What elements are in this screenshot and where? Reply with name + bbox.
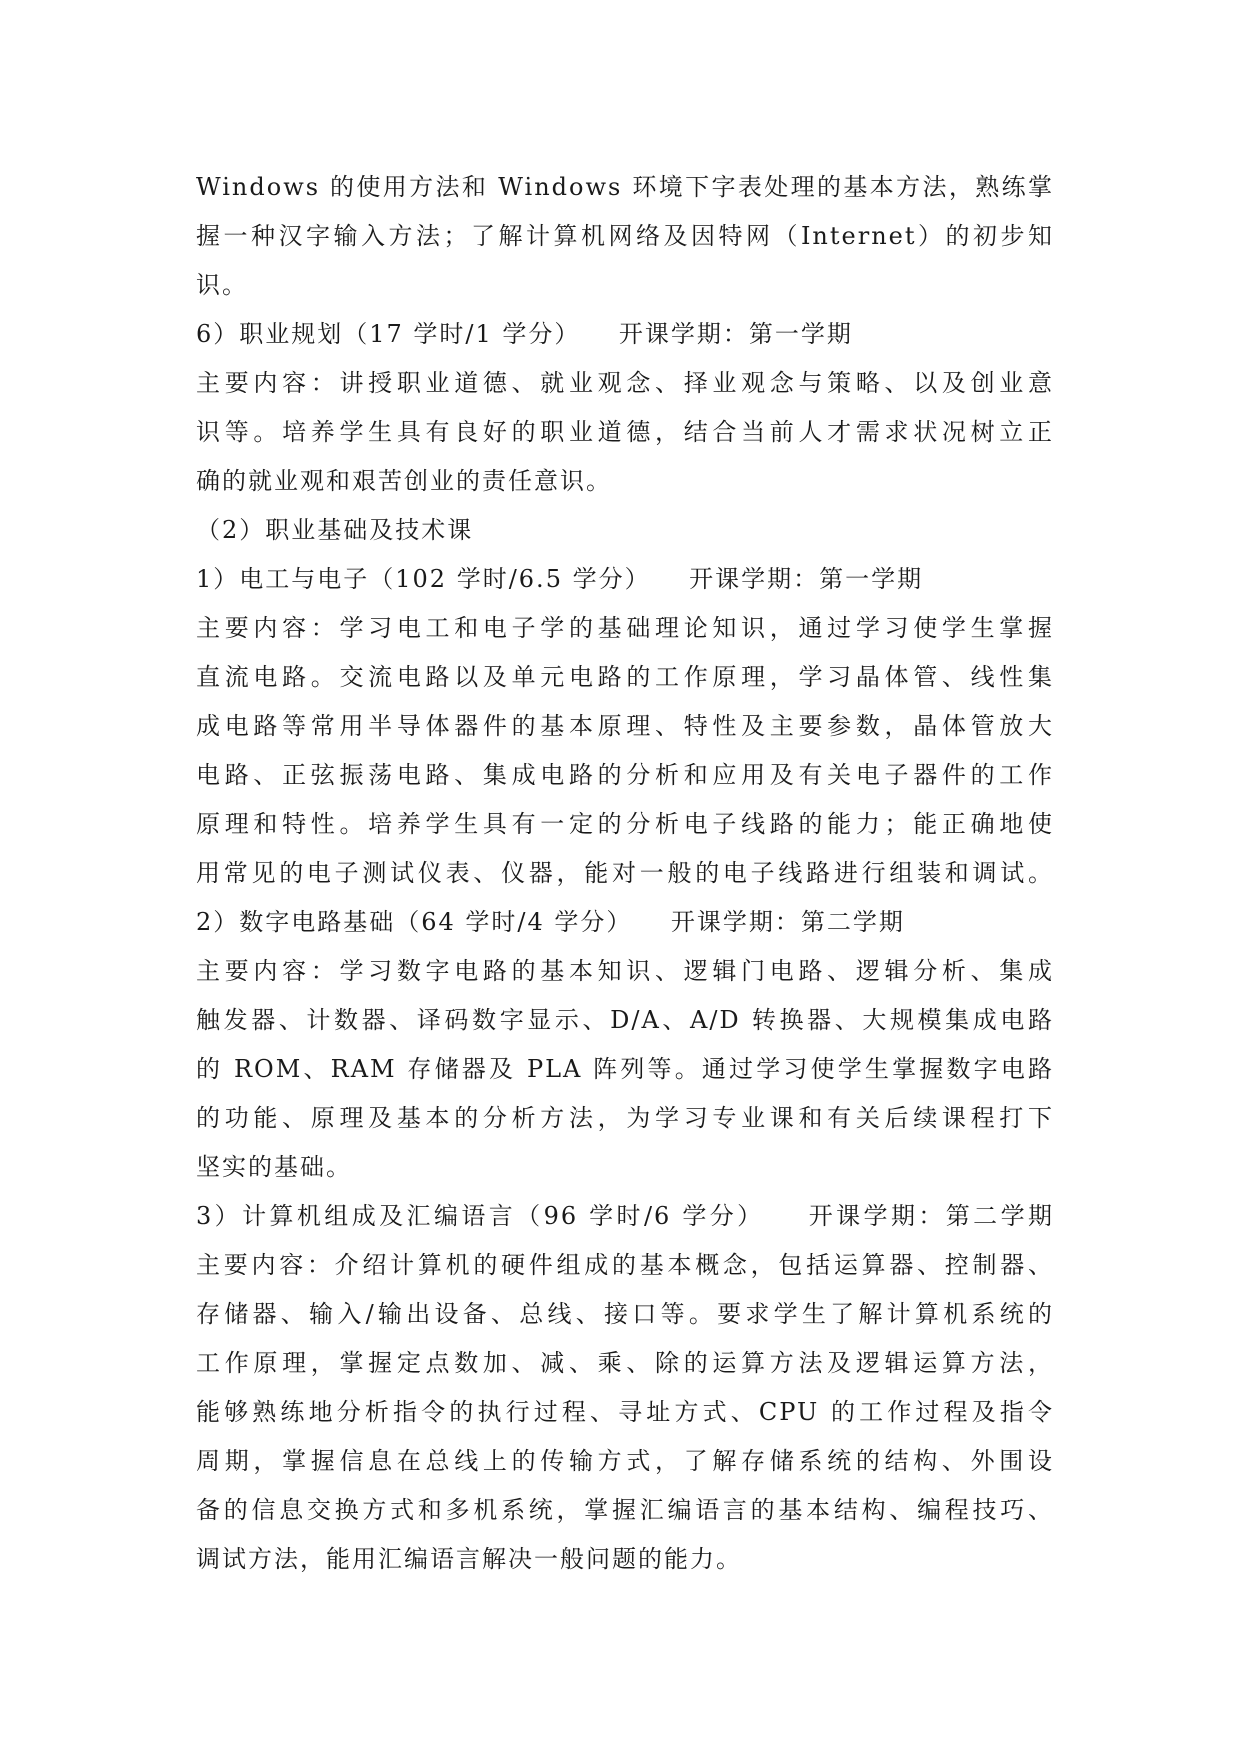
text-line: 存储器、输入/输出设备、总线、接口等。要求学生了解计算机系统的 <box>196 1300 1054 1328</box>
text-line: 主要内容：学习电工和电子学的基础理论知识，通过学习使学生掌握 <box>196 614 1054 642</box>
text-line: 坚实的基础。 <box>196 1153 352 1181</box>
text-line: 主要内容：介绍计算机的硬件组成的基本概念，包括运算器、控制器、 <box>196 1251 1054 1279</box>
text-line: 备的信息交换方式和多机系统，掌握汇编语言的基本结构、编程技巧、 <box>196 1496 1054 1524</box>
text-line: 主要内容：学习数字电路的基本知识、逻辑门电路、逻辑分析、集成 <box>196 957 1054 985</box>
text-line: 识。 <box>196 271 248 299</box>
document-page <box>196 163 1054 1584</box>
text-line: 握一种汉字输入方法；了解计算机网络及因特网（Internet）的初步知 <box>196 222 1054 250</box>
text-line: 直流电路。交流电路以及单元电路的工作原理，学习晶体管、线性集 <box>196 663 1054 691</box>
text-line: 调试方法，能用汇编语言解决一般问题的能力。 <box>196 1545 742 1573</box>
section-heading: （2）职业基础及技术课 <box>196 516 474 544</box>
course-heading: 3）计算机组成及汇编语言（96 学时/6 学分） 开课学期：第二学期 <box>196 1202 1054 1230</box>
course-heading: 6）职业规划（17 学时/1 学分） 开课学期：第一学期 <box>196 320 853 348</box>
text-line: 用常见的电子测试仪表、仪器，能对一般的电子线路进行组装和调试。 <box>196 859 1054 887</box>
text-line: 的 ROM、RAM 存储器及 PLA 阵列等。通过学习使学生掌握数字电路 <box>196 1055 1054 1083</box>
course-heading: 2）数字电路基础（64 学时/4 学分） 开课学期：第二学期 <box>196 908 905 936</box>
text-line: 的功能、原理及基本的分析方法，为学习专业课和有关后续课程打下 <box>196 1104 1054 1132</box>
text-line: 工作原理，掌握定点数加、减、乘、除的运算方法及逻辑运算方法， <box>196 1349 1054 1377</box>
text-line: Windows 的使用方法和 Windows 环境下字表处理的基本方法，熟练掌 <box>196 173 1054 201</box>
text-line: 触发器、计数器、译码数字显示、D/A、A/D 转换器、大规模集成电路 <box>196 1006 1054 1034</box>
text-line: 成电路等常用半导体器件的基本原理、特性及主要参数，晶体管放大 <box>196 712 1054 740</box>
text-line: 周期，掌握信息在总线上的传输方式，了解存储系统的结构、外围设 <box>196 1447 1054 1475</box>
text-line: 识等。培养学生具有良好的职业道德，结合当前人才需求状况树立正 <box>196 418 1054 446</box>
text-line: 原理和特性。培养学生具有一定的分析电子线路的能力；能正确地使 <box>196 810 1054 838</box>
text-line: 能够熟练地分析指令的执行过程、寻址方式、CPU 的工作过程及指令 <box>196 1398 1054 1426</box>
text-line: 电路、正弦振荡电路、集成电路的分析和应用及有关电子器件的工作 <box>196 761 1054 789</box>
course-heading: 1）电工与电子（102 学时/6.5 学分） 开课学期：第一学期 <box>196 565 924 593</box>
text-line: 主要内容：讲授职业道德、就业观念、择业观念与策略、以及创业意 <box>196 369 1054 397</box>
text-line: 确的就业观和艰苦创业的责任意识。 <box>196 467 612 495</box>
